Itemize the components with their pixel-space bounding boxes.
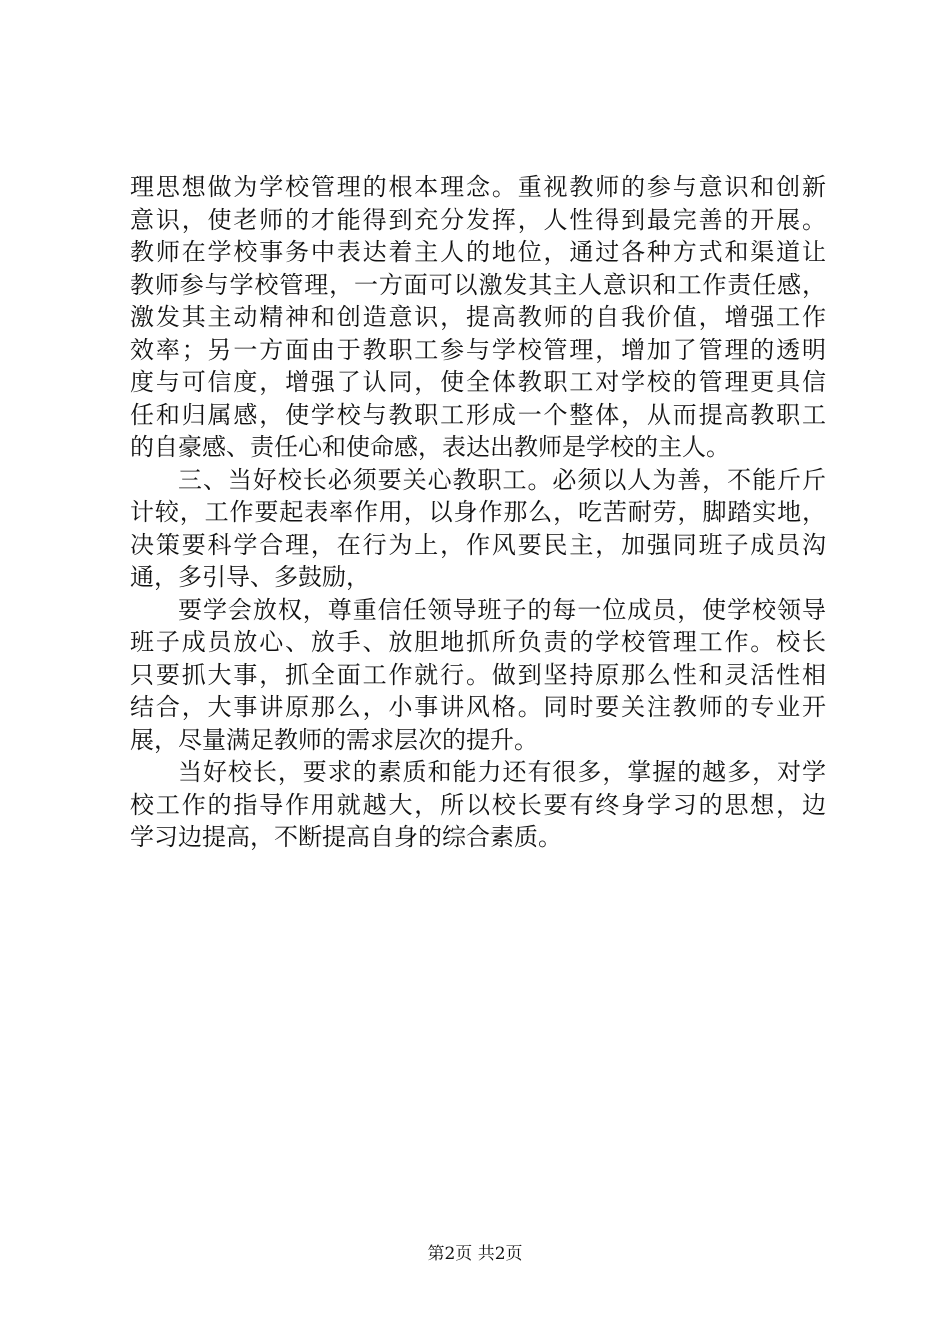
text-line: 教师在学校事务中表达着主人的地位，通过各种方式和渠道让 [130,238,826,266]
document-body [130,171,826,854]
text-line: 任和归属感，使学校与教职工形成一个整体，从而提高教职工 [130,400,826,429]
text-line: 学习边提高，不断提高自身的综合素质。 [130,823,562,851]
text-line: 班子成员放心、放手、放胆地抓所负责的学校管理工作。校长 [130,628,826,656]
text-line: 计较，工作要起表率作用，以身作那么，吃苦耐劳，脚踏实地， [130,498,826,526]
text-line: 决策要科学合理，在行为上，作风要民主，加强同班子成员沟 [130,530,826,559]
text-line: 结合，大事讲原那么，小事讲风格。同时要关注教师的专业开 [130,693,826,721]
text-line: 三、当好校长必须要关心教职工。必须以人为善，不能斤斤 [178,465,826,494]
text-line: 效率；另一方面由于教职工参与学校管理，增加了管理的透明 [130,335,826,364]
text-line: 度与可信度，增强了认同，使全体教职工对学校的管理更具信 [130,368,826,396]
text-line: 当好校长，要求的素质和能力还有很多，掌握的越多，对学 [178,758,826,786]
text-line: 要学会放权，尊重信任领导班子的每一位成员，使学校领导 [178,595,826,624]
text-line: 激发其主动精神和创造意识，提高教师的自我价值，增强工作 [130,303,826,331]
text-line: 通，多引导、多鼓励， [130,563,370,591]
text-line: 理思想做为学校管理的根本理念。重视教师的参与意识和创新 [130,173,826,201]
text-line: 教师参与学校管理，一方面可以激发其主人意识和工作责任感， [130,270,826,299]
text-line: 的自豪感、责任心和使命感，表达出教师是学校的主人。 [130,433,730,461]
text-line: 展，尽量满足教师的需求层次的提升。 [130,725,538,754]
text-line: 意识，使老师的才能得到充分发挥，人性得到最完善的开展。 [130,205,826,234]
text-line: 只要抓大事，抓全面工作就行。做到坚持原那么性和灵活性相 [130,660,826,689]
page-footer: 第2页 共2页 [427,1244,523,1264]
text-line: 校工作的指导作用就越大，所以校长要有终身学习的思想，边 [130,790,826,819]
